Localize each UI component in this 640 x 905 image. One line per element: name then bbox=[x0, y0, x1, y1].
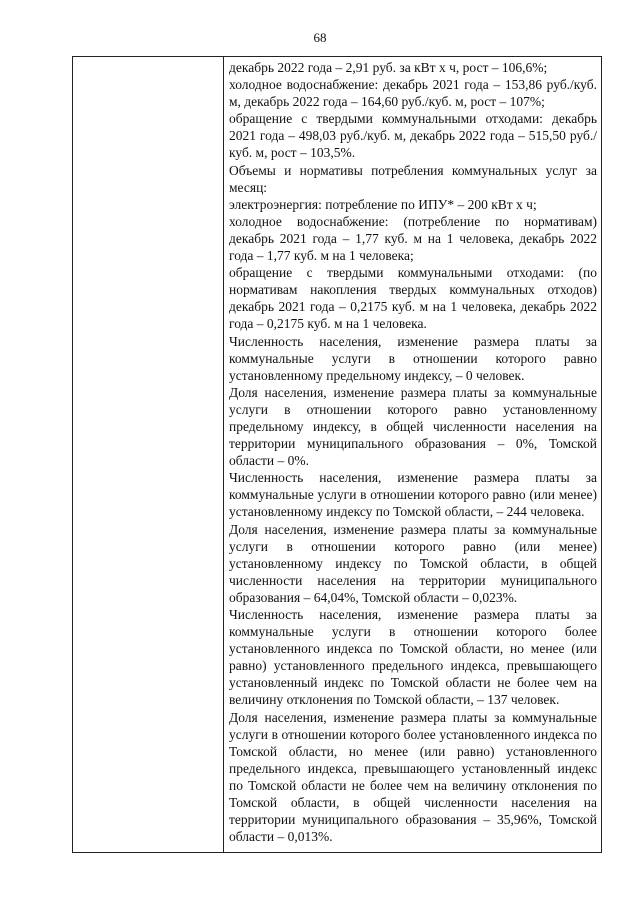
page-number: 68 bbox=[313, 30, 327, 45]
paragraph: Численность населения, изменение размера платы за коммунальные услуги в отношении которого равно (или менее) установленному индексу по Томской области, – 244 человека. bbox=[229, 470, 597, 520]
document-table bbox=[72, 56, 602, 853]
paragraph: обращение с твердыми коммунальными отходами: декабрь 2021 года – 498,03 руб./куб. м, декабрь 2022 года – 515,50 руб./куб. м, рост – 103,5%. bbox=[229, 111, 597, 161]
paragraph: Доля населения, изменение размера платы за коммунальные услуги в отношении которого равно установленному предельному индексу, в общей численности населения на территории муниципального образования – 0%, Томской области – 0%. bbox=[229, 384, 597, 469]
paragraph: Доля населения, изменение размера платы за коммунальные услуги в отношении которого равно (или менее) установленному индексу по Томской области, в общей численности населения на территории муниципального образования – 64,04%, Томской области – 0,023%. bbox=[229, 521, 597, 605]
paragraph: Доля населения, изменение размера платы за коммунальные услуги в отношении которого более установленного индекса по Томской области, но менее (или равно) установленного предельного индекса, превышающего установленный индекс по Томской области не более чем на величину отклонения по Томской области, в общей численности населения на территории муниципального образования – 35,96%, Томской области – 0,013%. bbox=[229, 709, 597, 845]
paragraph: Численность населения, изменение размера платы за коммунальные услуги в отношении которого равно установленному предельному индексу, – 0 человек. bbox=[229, 333, 597, 383]
table-text-cell bbox=[229, 59, 597, 845]
paragraph: обращение с твердыми коммунальными отходами: (по нормативам накопления твердых коммунальных отходов) декабрь 2021 года – 0,2175 куб. м на 1 человека, декабрь 2022 года – 0,2175 куб. м на 1 человека. bbox=[229, 265, 597, 332]
column-divider bbox=[223, 57, 224, 852]
paragraph: холодное водоснабжение: декабрь 2021 года – 153,86 руб./куб. м, декабрь 2022 года – 164,60 руб./куб. м, рост – 107%; bbox=[229, 77, 597, 110]
paragraph: Объемы и нормативы потребления коммунальных услуг за месяц: bbox=[229, 162, 597, 195]
paragraph: холодное водоснабжение: (потребление по нормативам) декабрь 2021 года – 1,77 куб. м на 1 человека, декабрь 2022 года – 1,77 куб. м на 1 человека; bbox=[229, 213, 597, 264]
paragraph: электроэнергия: потребление по ИПУ* – 200 кВт х ч; bbox=[229, 196, 537, 212]
paragraph: Численность населения, изменение размера платы за коммунальные услуги в отношении которого более установленного индекса по Томской области, но менее (или равно) установленного предельного индекса, превышающего установленный индекс по Томской области не более чем на величину отклонения по Томской области, – 137 человек. bbox=[229, 607, 597, 708]
paragraph: декабрь 2022 года – 2,91 руб. за кВт х ч, рост – 106,6%; bbox=[229, 60, 548, 75]
